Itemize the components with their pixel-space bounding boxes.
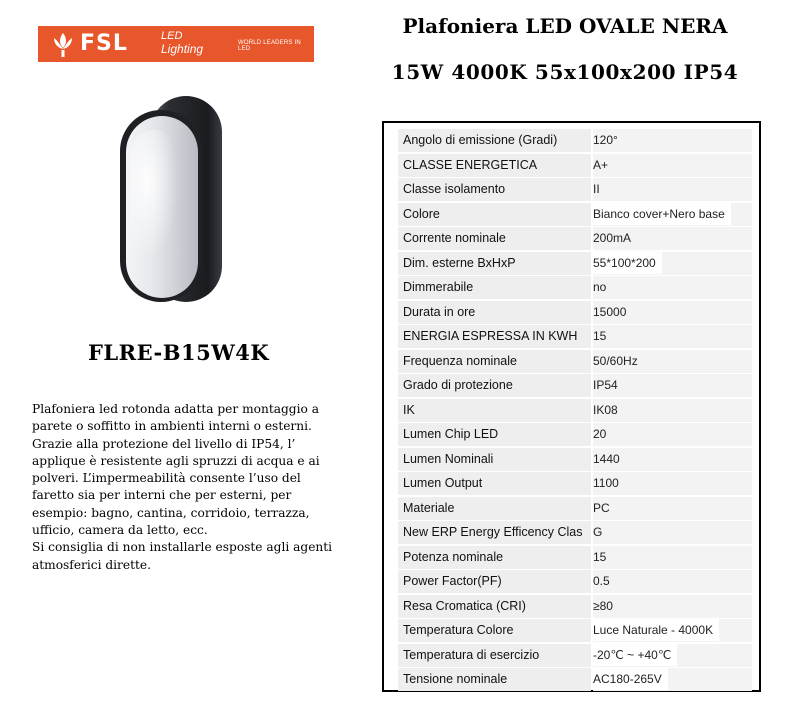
description-line: applique è resistente agli spruzzi di acqua e ai: [32, 453, 320, 468]
spec-table-frame: [382, 121, 761, 692]
logo-brand-text: FSL: [80, 31, 128, 56]
spec-label: Materiale: [398, 497, 591, 520]
spec-value: Bianco cover+Nero base: [593, 203, 752, 226]
spec-value: 15: [593, 546, 752, 569]
spec-row: [395, 203, 751, 228]
lotus-logo-icon: [50, 29, 76, 59]
spec-row: [395, 448, 751, 473]
product-description: [32, 401, 362, 574]
product-code: FLRE-B15W4K: [88, 340, 270, 365]
spec-label: Resa Cromatica (CRI): [398, 595, 591, 618]
spec-value: Luce Naturale - 4000K: [593, 619, 752, 642]
spec-row: [395, 252, 751, 277]
spec-label: Lumen Output: [398, 472, 591, 495]
spec-row: [395, 570, 751, 595]
description-line: ufficio, camera da letto, ecc.: [32, 523, 208, 538]
description-line: Si consiglia di non installarle esposte agli agenti: [32, 540, 333, 555]
spec-row: [395, 497, 751, 522]
spec-row: [395, 129, 751, 154]
spec-label: Power Factor(PF): [398, 570, 591, 593]
spec-value: ≥80: [593, 595, 752, 618]
spec-row: [395, 350, 751, 375]
spec-row: [395, 227, 751, 252]
spec-label: New ERP Energy Efficency Clas: [398, 521, 591, 544]
spec-value: 1100: [593, 472, 752, 495]
spec-value: 200mA: [593, 227, 752, 250]
spec-value: 55*100*200: [593, 252, 752, 275]
spec-label: Dimmerabile: [398, 276, 591, 299]
product-image: [112, 90, 232, 310]
spec-value: no: [593, 276, 752, 299]
spec-label: Tensione nominale: [398, 668, 591, 691]
spec-row: [395, 619, 751, 644]
spec-table: [395, 129, 751, 693]
brand-logo-banner: [38, 26, 314, 62]
spec-label: Classe isolamento: [398, 178, 591, 201]
spec-row: [395, 178, 751, 203]
spec-row: [395, 472, 751, 497]
description-line: parete o soffitto in ambienti interni o esterni.: [32, 419, 312, 434]
spec-label: IK: [398, 399, 591, 422]
spec-label: Potenza nominale: [398, 546, 591, 569]
spec-row: [395, 325, 751, 350]
spec-value: 0.5: [593, 570, 752, 593]
spec-label: Dim. esterne BxHxP: [398, 252, 591, 275]
spec-label: ENERGIA ESPRESSA IN KWH: [398, 325, 591, 348]
logo-tagline: WORLD LEADERS IN LED: [238, 40, 301, 52]
description-line: faretto sia per interni che per esterni, per: [32, 488, 292, 503]
spec-value: 50/60Hz: [593, 350, 752, 373]
spec-label: Lumen Chip LED: [398, 423, 591, 446]
spec-row: [395, 644, 751, 669]
spec-row: [395, 154, 751, 179]
spec-label: Temperatura di esercizio: [398, 644, 591, 667]
logo-sub-lighting: Lighting: [161, 42, 204, 56]
spec-value: 20: [593, 423, 752, 446]
spec-label: Angolo di emissione (Gradi): [398, 129, 591, 152]
spec-row: [395, 399, 751, 424]
spec-row: [395, 374, 751, 399]
spec-row: [395, 276, 751, 301]
spec-value: IP54: [593, 374, 752, 397]
spec-label: Temperatura Colore: [398, 619, 591, 642]
spec-row: [395, 546, 751, 571]
spec-value: 15: [593, 325, 752, 348]
globe-icon: [326, 33, 346, 53]
description-line: Plafoniera led rotonda adatta per montaggio a: [32, 402, 319, 416]
page-title-line1: Plafoniera LED OVALE NERA: [402, 14, 728, 38]
spec-value: 1440: [593, 448, 752, 471]
spec-value: -20℃ ~ +40℃: [593, 644, 752, 667]
spec-value: 15000: [593, 301, 752, 324]
page-title-line2: 15W 4000K 55x100x200 IP54: [391, 60, 739, 84]
description-line: atmosferici dirette.: [32, 557, 151, 572]
spec-value: IK08: [593, 399, 752, 422]
spec-label: Lumen Nominali: [398, 448, 591, 471]
spec-label: Corrente nominale: [398, 227, 591, 250]
spec-label: Frequenza nominale: [398, 350, 591, 373]
spec-value: II: [593, 178, 752, 201]
spec-value: 120°: [593, 129, 752, 152]
spec-label: Grado di protezione: [398, 374, 591, 397]
spec-value: A+: [593, 154, 752, 177]
spec-row: [395, 668, 751, 693]
description-line: polveri. L’impermeabilità consente l’uso del: [32, 471, 301, 486]
spec-label: Durata in ore: [398, 301, 591, 324]
spec-label: CLASSE ENERGETICA: [398, 154, 591, 177]
spec-value: AC180-265V: [593, 668, 752, 691]
spec-row: [395, 423, 751, 448]
spec-row: [395, 521, 751, 546]
spec-value: G: [593, 521, 752, 544]
spec-value: PC: [593, 497, 752, 520]
spec-row: [395, 595, 751, 620]
description-line: esempio: bagno, cantina, corridoio, terrazza,: [32, 505, 310, 520]
spec-row: [395, 301, 751, 326]
spec-label: Colore: [398, 203, 591, 226]
description-line: Grazie alla protezione del livello di IP54, l’: [32, 436, 296, 451]
logo-sub-led: LED: [161, 30, 183, 42]
